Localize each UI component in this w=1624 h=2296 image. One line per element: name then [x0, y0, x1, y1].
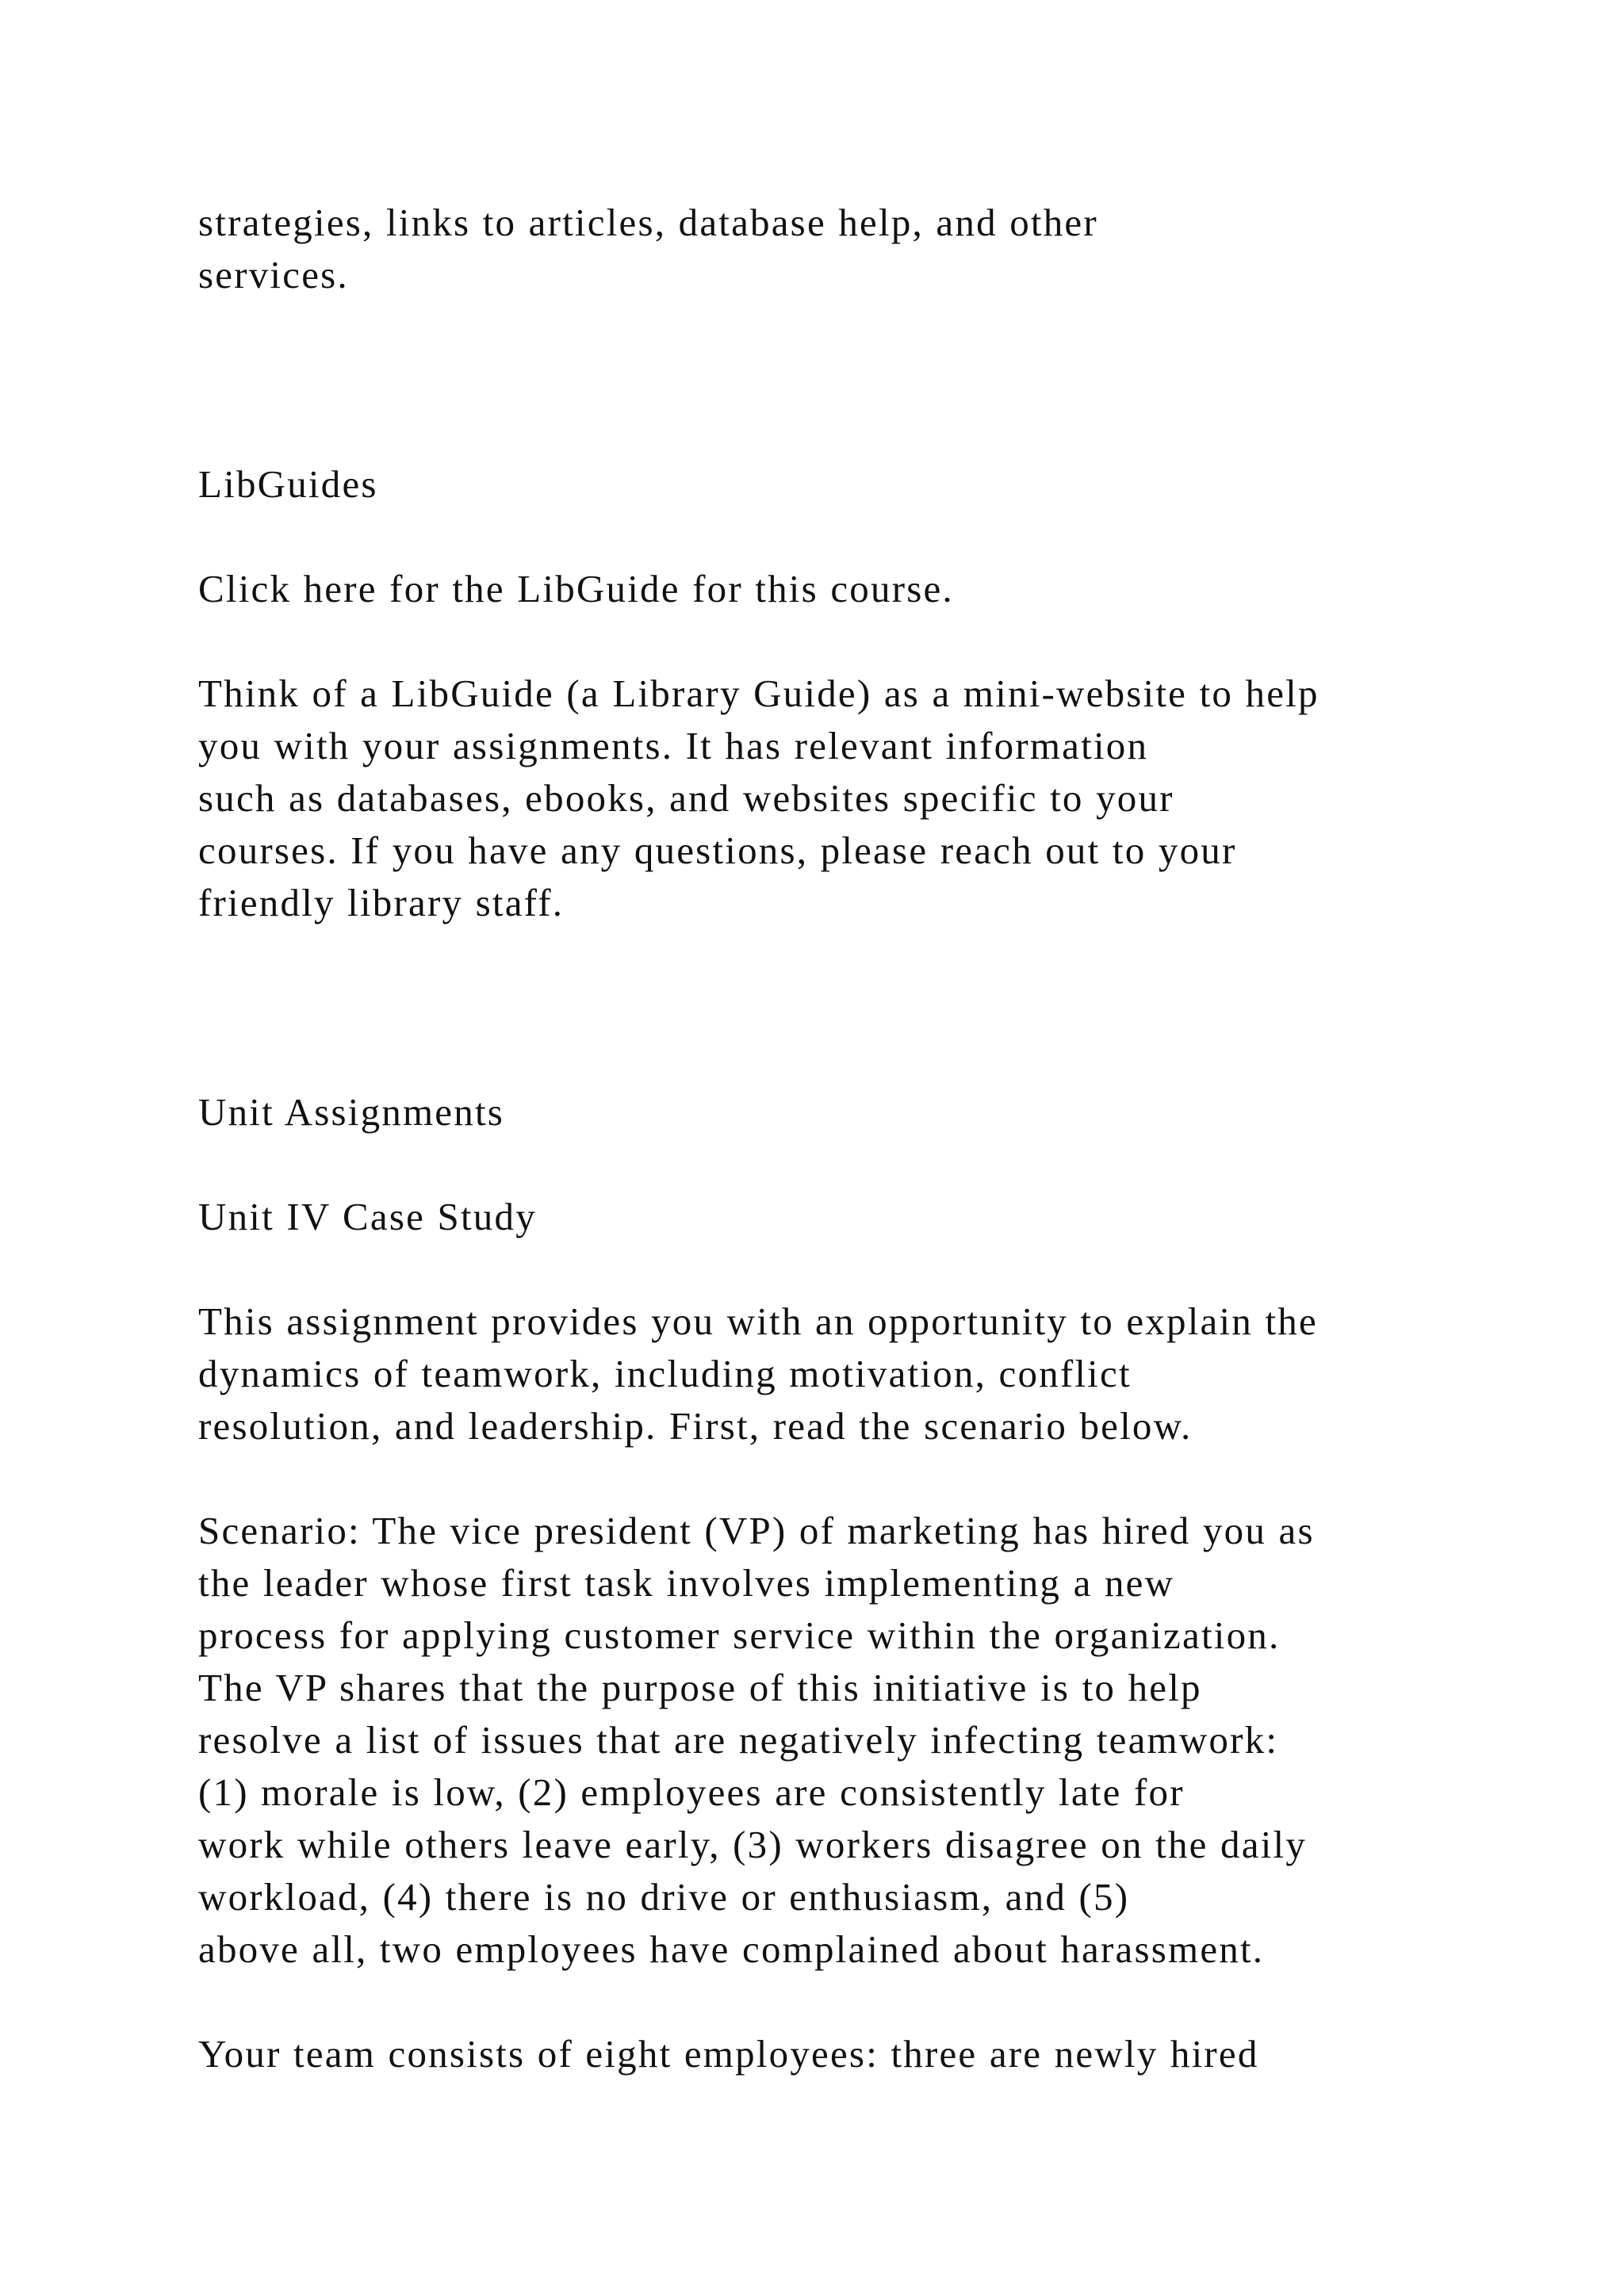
libguides-heading — [198, 458, 1499, 511]
unit-assignments-heading — [198, 1086, 1499, 1138]
assignment-description — [198, 1295, 1499, 1452]
text-line: friendly library staff. — [198, 881, 565, 924]
intro-paragraph — [198, 197, 1499, 301]
text-line: resolve a list of issues that are negatively infecting teamwork: — [198, 1718, 1279, 1762]
text-line: services. — [198, 253, 349, 297]
text-line: strategies, links to articles, database help, and other — [198, 201, 1098, 244]
text-line: resolution, and leadership. First, read the scenario below. — [198, 1404, 1193, 1448]
heading-text: Unit IV Case Study — [198, 1195, 537, 1238]
text-line: process for applying customer service within the organization. — [198, 1613, 1281, 1657]
text-line: dynamics of teamwork, including motivation, conflict — [198, 1352, 1132, 1395]
text-line: workload, (4) there is no drive or enthusiasm, and (5) — [198, 1875, 1130, 1919]
heading-text: LibGuides — [198, 462, 378, 506]
case-study-heading — [198, 1191, 1499, 1243]
team-intro-paragraph — [198, 2028, 1499, 2080]
libguide-link-text[interactable]: Click here for the LibGuide for this course. — [198, 567, 954, 610]
text-line: (1) morale is low, (2) employees are consistently late for — [198, 1770, 1185, 1814]
text-line: work while others leave early, (3) workers disagree on the daily — [198, 1823, 1308, 1866]
text-line: Think of a LibGuide (a Library Guide) as a mini-website to help — [198, 672, 1320, 715]
text-line: you with your assignments. It has relevant information — [198, 724, 1149, 767]
libguide-link[interactable] — [198, 563, 1499, 615]
text-line: This assignment provides you with an opportunity to explain the — [198, 1299, 1318, 1343]
text-line: Your team consists of eight employees: three are newly hired — [198, 2032, 1259, 2076]
text-line: above all, two employees have complained about harassment. — [198, 1927, 1265, 1971]
text-line: courses. If you have any questions, please reach out to your — [198, 828, 1237, 872]
heading-text: Unit Assignments — [198, 1090, 505, 1134]
text-line: Scenario: The vice president (VP) of marketing has hired you as — [198, 1509, 1315, 1552]
scenario-paragraph — [198, 1505, 1499, 1976]
text-line: such as databases, ebooks, and websites specific to your — [198, 776, 1174, 820]
text-line: the leader whose first task involves implementing a new — [198, 1561, 1175, 1605]
text-line: The VP shares that the purpose of this initiative is to help — [198, 1666, 1202, 1709]
libguide-description — [198, 668, 1499, 929]
